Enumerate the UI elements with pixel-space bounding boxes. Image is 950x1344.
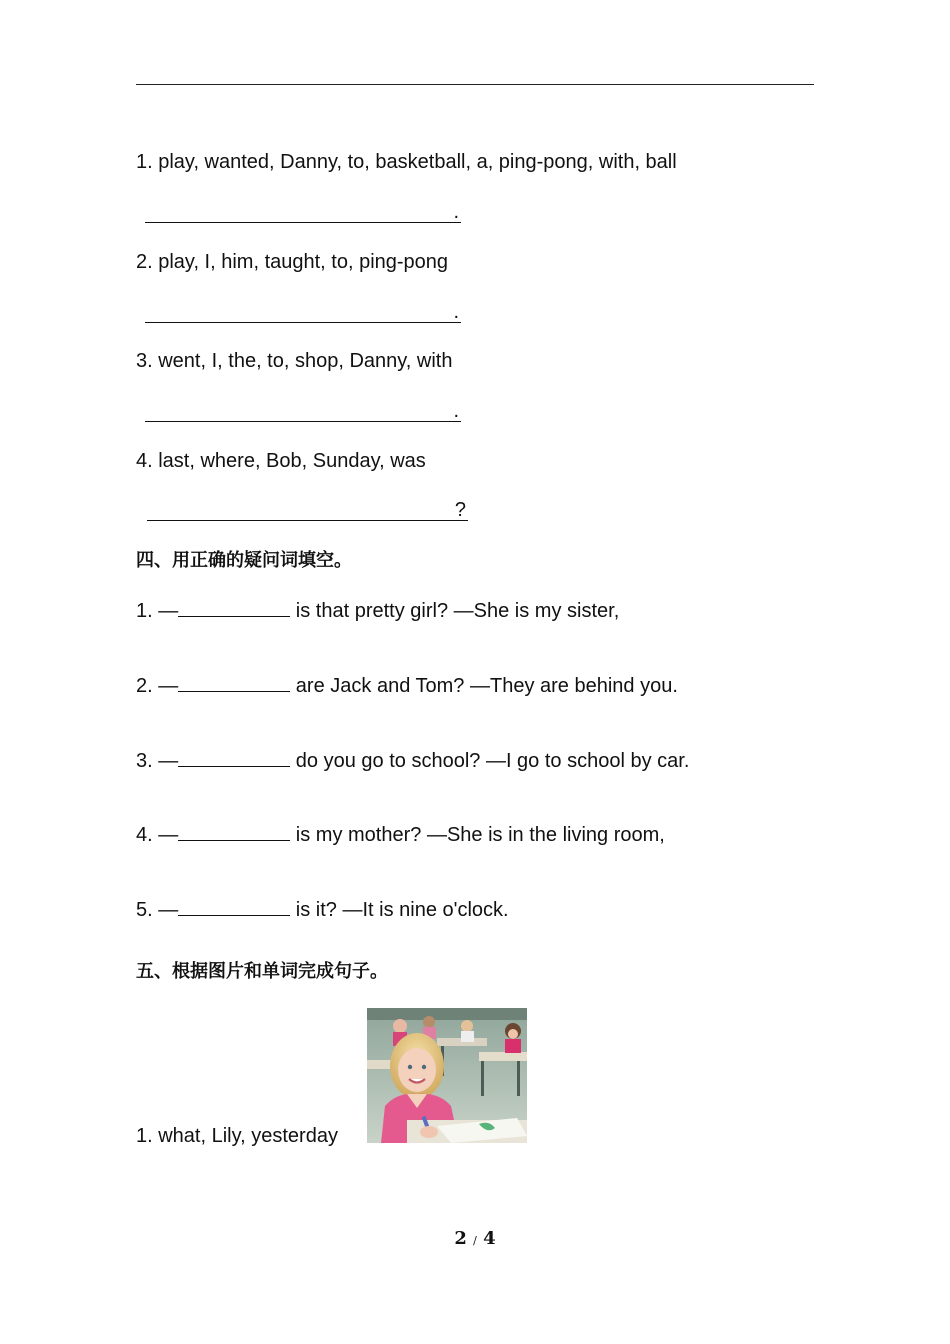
answer-line-3[interactable]	[145, 397, 461, 422]
page-total: 4	[483, 1228, 496, 1249]
question-number: 2. —	[136, 675, 179, 697]
classroom-girl-photo	[367, 1008, 527, 1143]
question-text: do you go to school? —I go to school by car.	[290, 750, 690, 772]
reorder-prompt-2: 2. play, I, him, taught, to, ping-pong	[136, 251, 449, 273]
answer-line-1[interactable]	[145, 198, 461, 223]
question-number: 1. —	[136, 600, 179, 622]
page-current: 2	[454, 1228, 467, 1249]
reorder-prompt-4: 4. last, where, Bob, Sunday, was	[136, 450, 426, 472]
reorder-prompt-3: 3. went, I, the, to, shop, Danny, with	[136, 350, 453, 372]
answer-line-4[interactable]	[147, 496, 468, 521]
question-number: 3. —	[136, 750, 179, 772]
question-text: is my mother? —She is in the living room,	[290, 824, 665, 846]
question-row-1	[136, 598, 619, 623]
section-heading-5: 五、根据图片和单词完成句子。	[136, 961, 388, 982]
answer-line-2[interactable]	[145, 298, 461, 323]
section-heading-4: 四、用正确的疑问词填空。	[136, 550, 352, 571]
page-number	[0, 1228, 950, 1249]
question-text: is that pretty girl? —She is my sister,	[290, 600, 620, 622]
question-row-3	[136, 748, 689, 773]
blank-field[interactable]	[178, 822, 290, 841]
question-text: is it? —It is nine o'clock.	[290, 899, 509, 921]
answer-end-mark: .	[453, 400, 459, 422]
answer-end-mark: .	[453, 301, 459, 323]
blank-field[interactable]	[178, 598, 290, 617]
blank-field[interactable]	[178, 673, 290, 692]
question-row-4	[136, 822, 665, 847]
header-rule	[136, 84, 814, 85]
page-separator: /	[473, 1234, 477, 1247]
question-text: are Jack and Tom? —They are behind you.	[290, 675, 678, 697]
answer-end-mark: .	[453, 201, 459, 223]
question-number: 4. —	[136, 824, 179, 846]
question-row-2	[136, 673, 678, 698]
reorder-prompt-1: 1. play, wanted, Danny, to, basketball, a, ping-pong, with, ball	[136, 151, 677, 173]
question-row-5	[136, 897, 509, 922]
blank-field[interactable]	[178, 748, 290, 767]
question-number: 5. —	[136, 899, 179, 921]
blank-field[interactable]	[178, 897, 290, 916]
picture-prompt-1: 1. what, Lily, yesterday	[136, 1125, 338, 1147]
answer-end-mark: ?	[454, 499, 466, 521]
